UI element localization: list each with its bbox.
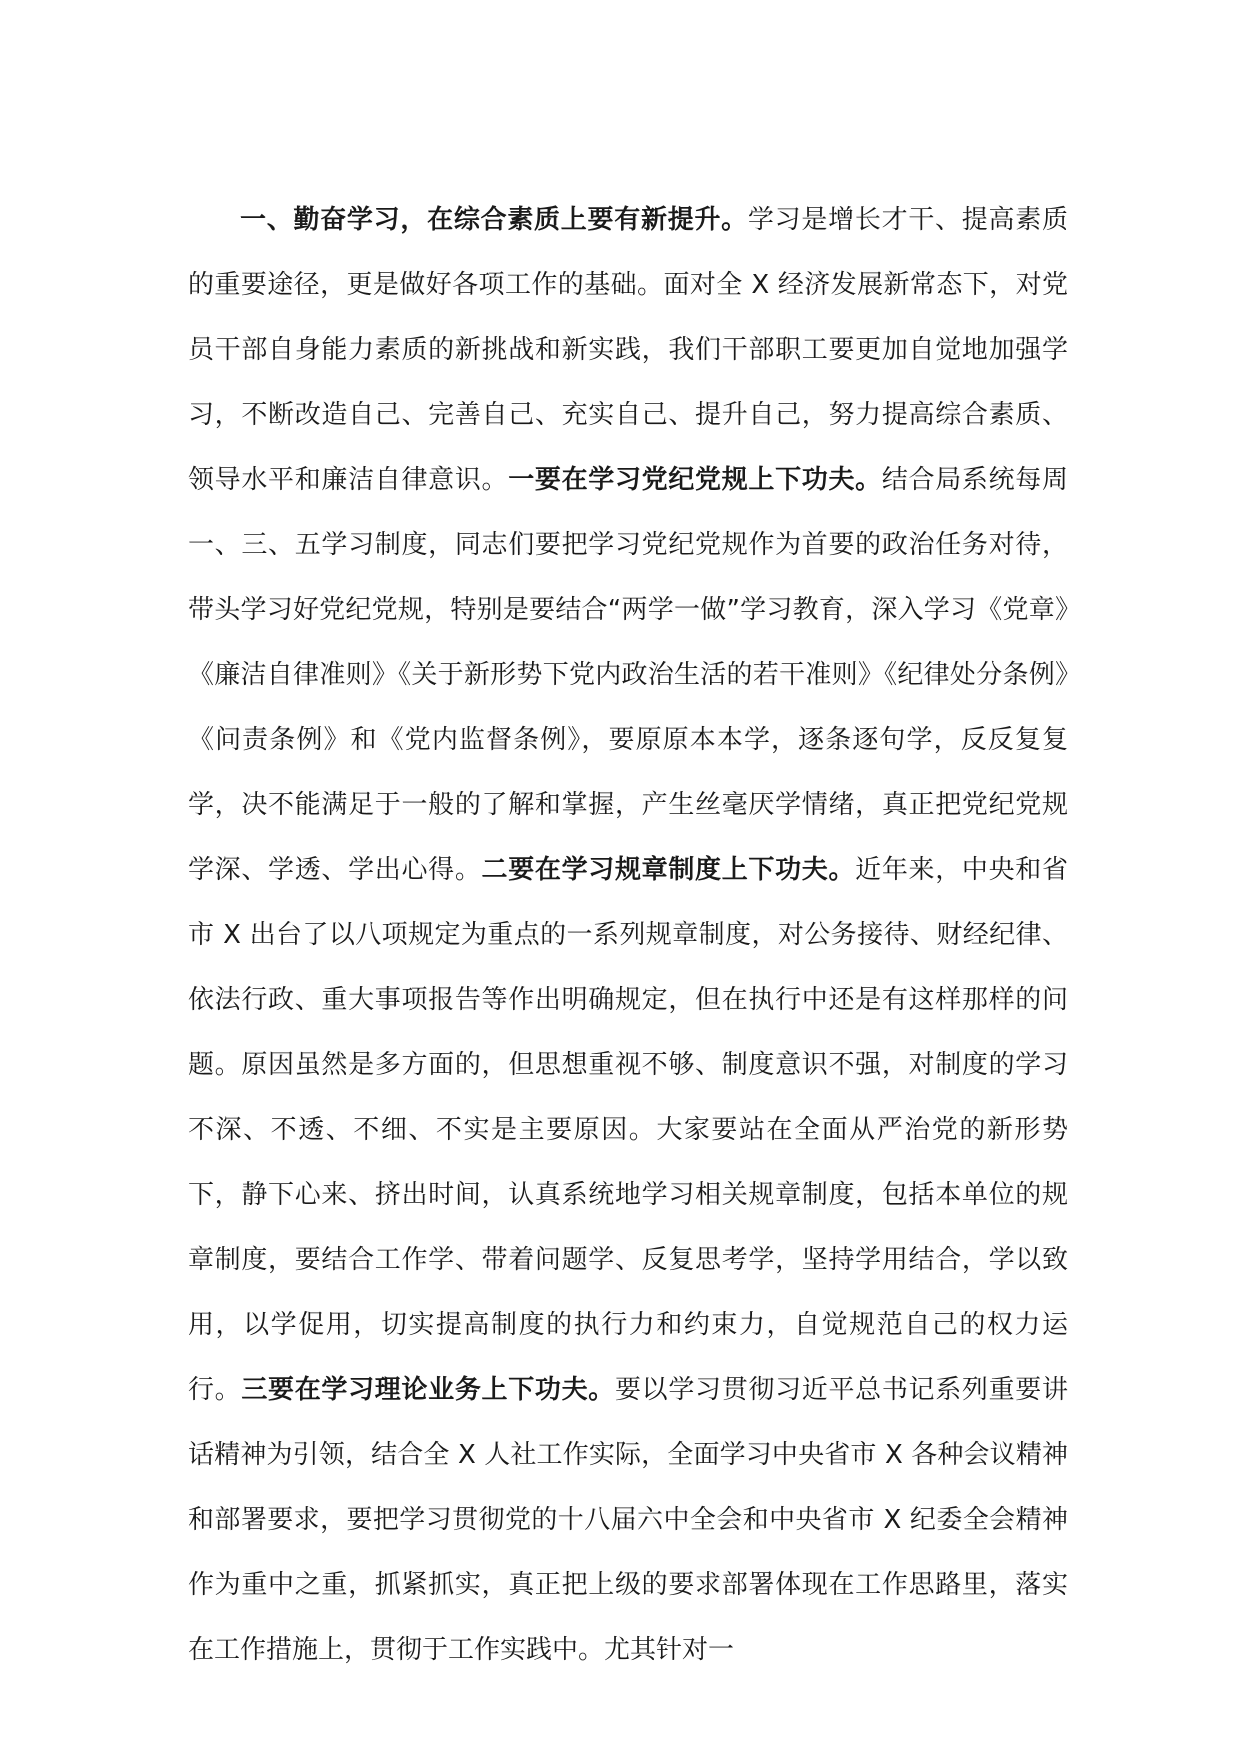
body-paragraph bbox=[188, 188, 1068, 1683]
subheading-3: 三要在学习理论业务上下功夫。 bbox=[241, 1375, 615, 1405]
subheading-1: 一要在学习党纪党规上下功夫。 bbox=[508, 465, 882, 495]
paragraph-text-2: 结合局系统每周一、三、五学习制度，同志们要把学习党纪党规作为首要的政治任务对待，带头学习好党纪党规，特别是要结合“两学一做”学习教育，深入学习《党章》《廉洁自律准则》《关于新形势下党内政治生活的若干准则》《纪律处分条例》《问责条例》和《党内监督条例》，要原原本本学，逐条逐句学，反反复复学，决不能满足于一般的了解和掌握，产生丝毫厌学情绪，真正把党纪党规学深、学透、学出心得。 bbox=[188, 465, 1068, 885]
paragraph-text-3: 近年来，中央和省市 X 出台了以八项规定为重点的一系列规章制度，对公务接待、财经纪律、依法行政、重大事项报告等作出明确规定，但在执行中还是有这样那样的问题。原因虽然是多方面的，但思想重视不够、制度意识不强，对制度的学习不深、不透、不细、不实是主要原因。大家要站在全面从严治党的新形势下，静下心来、挤出时间，认真系统地学习相关规章制度，包括本单位的规章制度，要结合工作学、带着问题学、反复思考学，坚持学用结合，学以致用，以学促用，切实提高制度的执行力和约束力，自觉规范自己的权力运行。 bbox=[188, 855, 1068, 1405]
section-heading-1: 一、勤奋学习，在综合素质上要有新提升。 bbox=[240, 205, 748, 235]
paragraph-text-4: 要以学习贯彻习近平总书记系列重要讲话精神为引领，结合全 X 人社工作实际，全面学习中央省市 X 各种会议精神和部署要求，要把学习贯彻党的十八届六中全会和中央省市 X 纪委全会精神作为重中之重，抓紧抓实，真正把上级的要求部署体现在工作思路里，落实在工作措施上，贯彻于工作实践中。尤其针对一 bbox=[188, 1375, 1068, 1665]
paragraph-text-1: 学习是增长才干、提高素质的重要途径，更是做好各项工作的基础。面对全 X 经济发展新常态下，对党员干部自身能力素质的新挑战和新实践，我们干部职工要更加自觉地加强学习，不断改造自己、完善自己、充实自己、提升自己，努力提高综合素质、领导水平和廉洁自律意识。 bbox=[188, 205, 1068, 495]
subheading-2: 二要在学习规章制度上下功夫。 bbox=[481, 855, 856, 885]
